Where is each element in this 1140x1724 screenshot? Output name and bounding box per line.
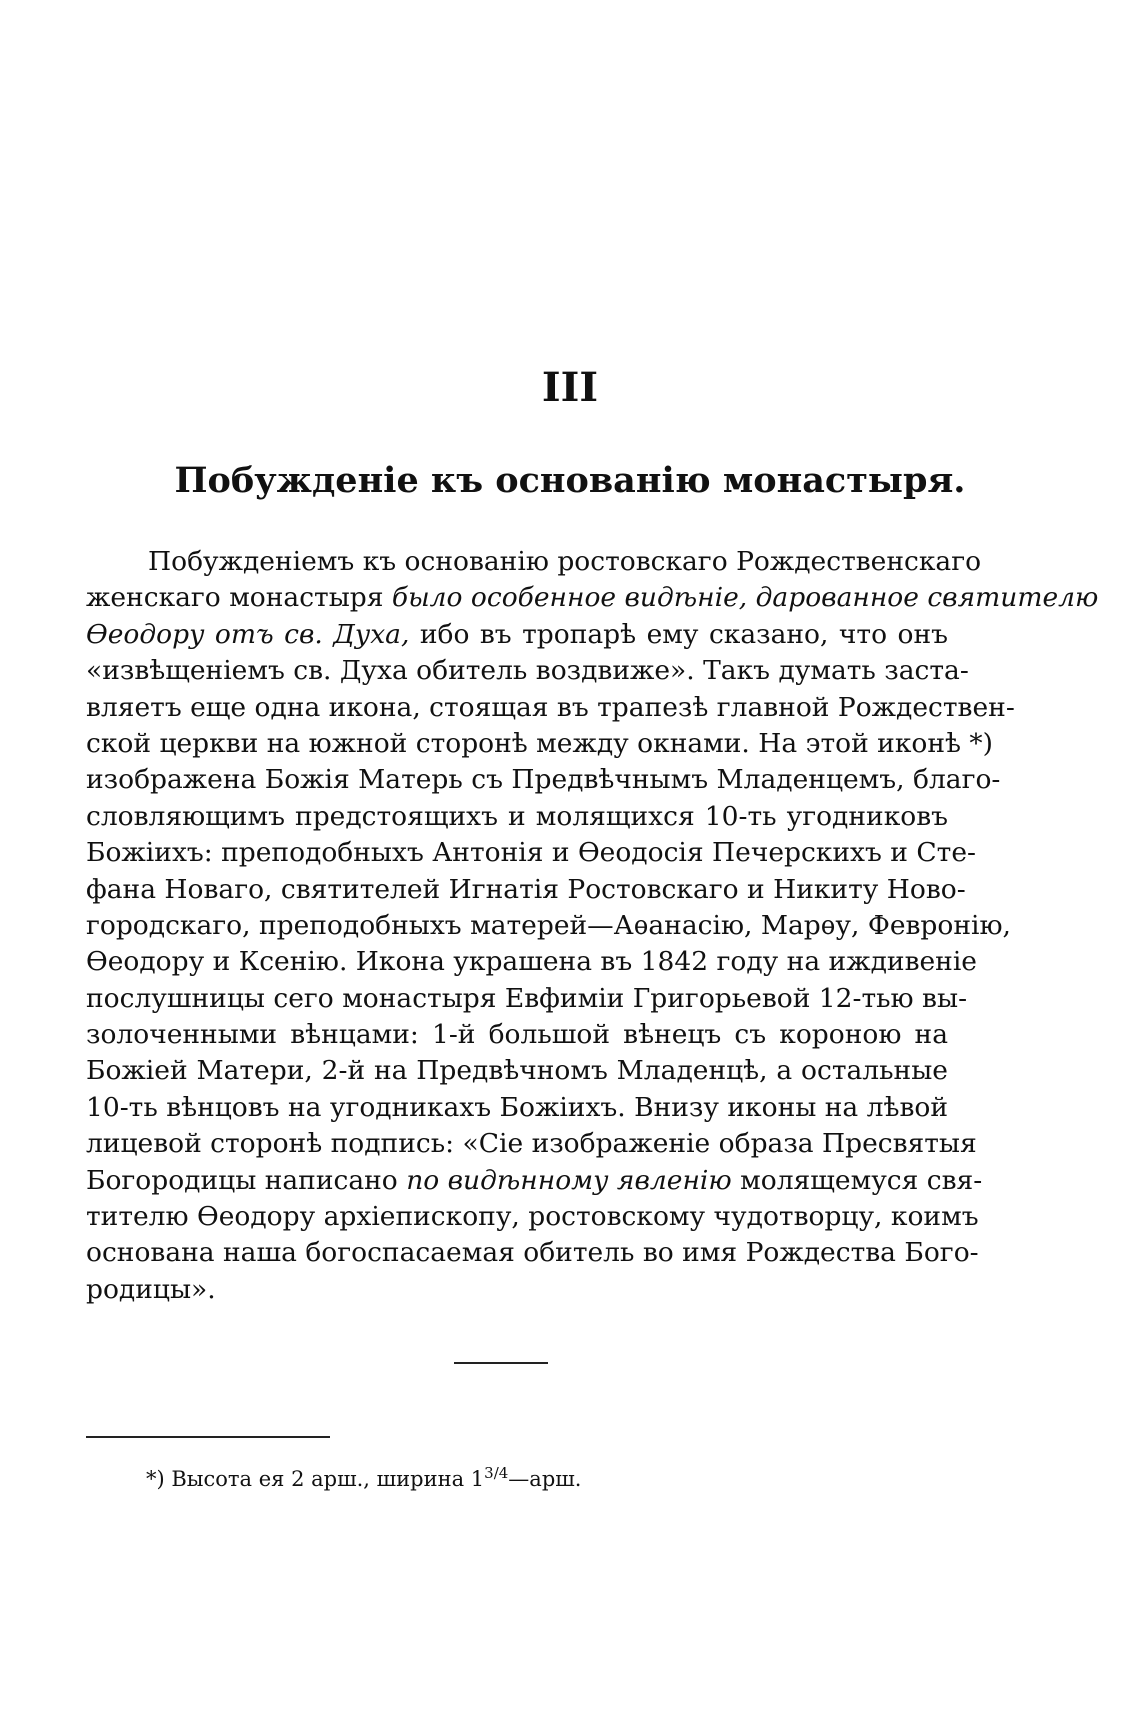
body-line: основана наша богоспасаемая обитель во имя Рождества Бого- [86,1237,979,1269]
body-line: родицы». [86,1273,216,1305]
footnote-rule [86,1436,330,1438]
body-line [86,580,1099,616]
footnote-fraction: 3/4 [484,1464,509,1482]
body-text: Богородицы написано [86,1164,407,1196]
emphasis-text: по видѣнному явленію [406,1164,732,1196]
footnote-unit: —арш. [508,1467,582,1491]
body-line: Побужденіемъ къ основанію ростовскаго Рождественскаго [148,546,982,577]
body-line: 10-ть вѣнцовъ на угодникахъ Божіихъ. Внизу иконы на лѣвой [86,1091,948,1123]
body-line: городскаго, преподобныхъ матерей—Аѳанасію, Марѳу, Февронію, [86,909,1011,941]
body-line: изображена Божія Матерь съ Предвѣчнымъ Младенцемъ, благо- [86,764,1001,796]
chapter-title: Побужденіе къ основанію монастыря. [174,460,966,501]
body-paragraph [86,544,1099,1308]
body-text: женскаго монастыря [86,582,392,614]
chapter-numeral: III [541,364,599,411]
body-line: тителю Ѳеодору архіепископу, ростовскому чудотворцу, коимъ [86,1201,979,1233]
body-line: «извѣщеніемъ св. Духа обитель воздвиже». Такъ думать заста- [86,655,969,687]
body-line: лицевой сторонѣ подпись: «Сіе изображеніе образа Пресвятыя [86,1128,977,1160]
body-line: Божіихъ: преподобныхъ Антонія и Ѳеодосія Печерскихъ и Сте- [86,837,976,869]
body-line: Божіей Матери, 2-й на Предвѣчномъ Младенцѣ, а остальные [86,1055,948,1087]
body-line: послушницы сего монастыря Евфиміи Григорьевой 12-тью вы- [86,982,968,1014]
emphasis-text: Ѳеодору отъ св. Духа, [86,618,410,650]
body-text: молящемуся свя- [731,1164,983,1196]
body-text: ибо въ тропарѣ ему сказано, что онъ [409,618,948,650]
footnote [146,1464,581,1492]
body-line [86,1163,983,1199]
body-line: фана Новаго, святителей Игнатія Ростовскаго и Никиту Ново- [86,873,966,905]
emphasis-text: было особенное видѣніе, дарованное святителю [391,582,1099,614]
body-line: Ѳеодору и Ксенію. Икона украшена въ 1842 году на иждивеніе [86,946,977,978]
body-line: золоченными вѣнцами: 1-й большой вѣнецъ съ короною на [86,1019,948,1051]
body-line: ской церкви на южной сторонѣ между окнами. На этой иконѣ *) [86,727,993,759]
body-line [86,617,948,653]
footnote-text: *) Высота ея 2 арш., ширина 1 [146,1467,485,1491]
body-line: словляющимъ предстоящихъ и молящихся 10-ть угодниковъ [86,800,948,832]
body-line: вляетъ еще одна икона, стоящая въ трапезѣ главной Рождествен- [86,691,1015,723]
section-divider [454,1362,548,1364]
